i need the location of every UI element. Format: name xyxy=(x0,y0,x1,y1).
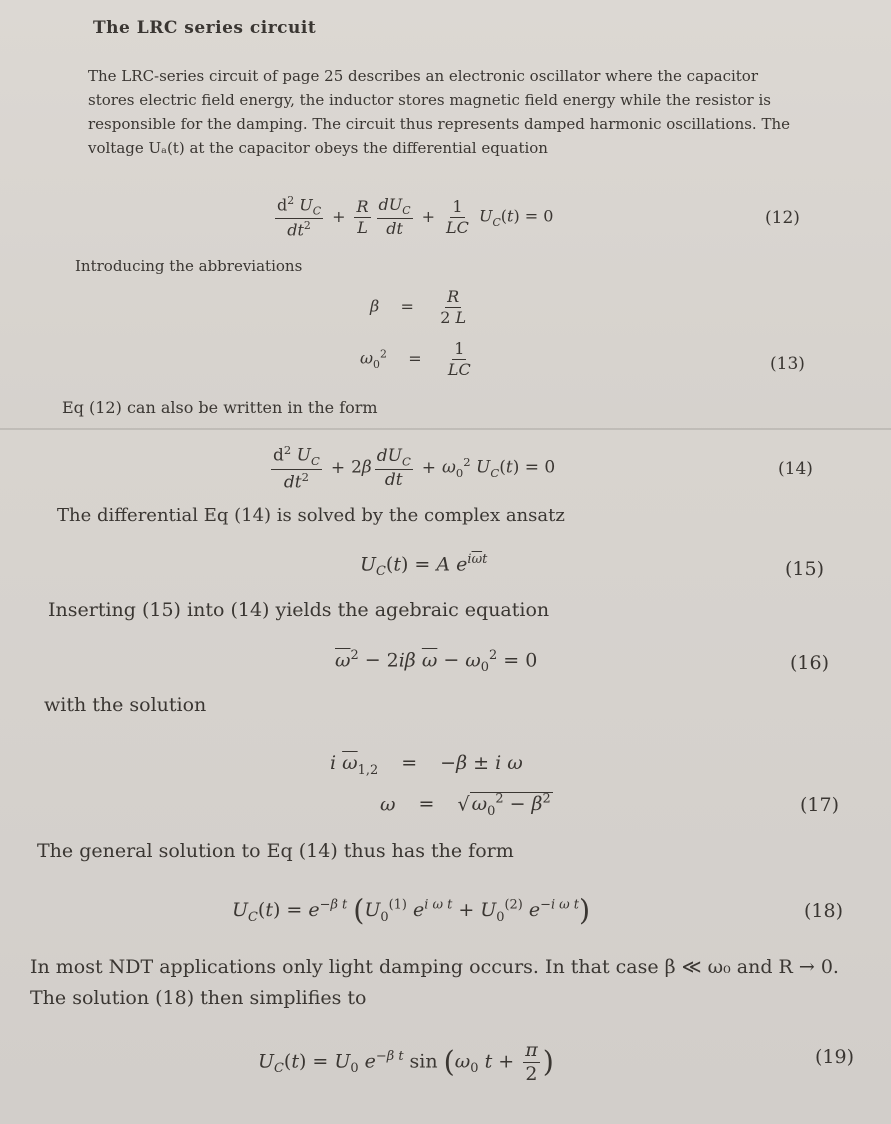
equation-16: $\overline{\omega}^2 - 2i\beta$ $\overline{\omega} - \omega_0^2 = 0$ xyxy=(335,648,538,676)
equation-15: $U_C(t) = A$ $e^{i\overline{\omega}t}$ xyxy=(360,552,488,580)
equation-18: $U_C(t) = e^{-\beta t}$ ($U_0^{(1)}$ $e^{i \omega t} + U_0^{(2)}$ $e^{-i \omega t}$) xyxy=(232,894,591,927)
equation-14: $\frac{d^2 U_C}{dt^2}$ + 2β $\frac{dU_C}{dt}$ + $\omega_0^2$ $U_C(t) = 0$ xyxy=(273,443,556,493)
with-solution-text: with the solution xyxy=(44,694,207,716)
ndt-paragraph: In most NDT applications only light damping occurs. In that case β ≪ ω₀ and R → 0. The solution (18) then simplifies to xyxy=(30,956,839,1009)
equation-13-omega: $\omega_0^2$ = $\frac{1}{LC}$ xyxy=(360,339,471,379)
eq-number-16: (16) xyxy=(790,652,830,674)
intro-paragraph: The LRC-series circuit of page 25 describes an electronic oscillator where the capacitor stores electric field energy, the inductor stores magnetic field energy while the resistor is responsible for the damping. The circuit thus represents damped harmonic oscillations. The voltage Uₐ(t) at the capacitor obeys the differential equation xyxy=(88,67,791,157)
page-fold-shadow xyxy=(0,428,891,430)
ansatz-text: The differential Eq (14) is solved by the complex ansatz xyxy=(57,505,565,526)
eq-number-17: (17) xyxy=(800,794,840,816)
eq-number-12: (12) xyxy=(765,208,800,228)
eq-number-15: (15) xyxy=(785,558,825,580)
eq-number-19: (19) xyxy=(815,1046,855,1068)
eq-number-18: (18) xyxy=(804,900,844,922)
eq-number-13: (13) xyxy=(770,354,805,374)
equation-19: $U_C(t) = U_0$ $e^{-\beta t}$ $\sin (\omega_0$ t + $\frac{\pi}{2}$ ) xyxy=(258,1039,554,1085)
equation-13-beta: β = $\frac{R}{2 L}$ xyxy=(370,287,467,327)
section-title: The LRC series circuit xyxy=(93,18,317,38)
eq-number-14: (14) xyxy=(778,459,813,479)
abbreviations-text: Introducing the abbreviations xyxy=(75,257,303,275)
eq12-form-text: Eq (12) can also be written in the form xyxy=(62,398,378,417)
inserting-text: Inserting (15) into (14) yields the agebraic equation xyxy=(48,599,550,621)
general-solution-text: The general solution to Eq (14) thus has the form xyxy=(37,840,514,862)
equation-17-omega: ω = √ $\omega_0^2 - \beta^2$ xyxy=(380,792,551,820)
equation-12: $\frac{d^2 U_C}{dt^2}$ + $\frac{R}{L}$ $\frac{dU_C}{dt}$ + $\frac{1}{LC}$ $U_C(t) = 0$ xyxy=(277,194,554,240)
equation-17-omega12: i $\overline{\omega}_{1,2} = -\beta \pm i$ ω xyxy=(330,752,523,778)
